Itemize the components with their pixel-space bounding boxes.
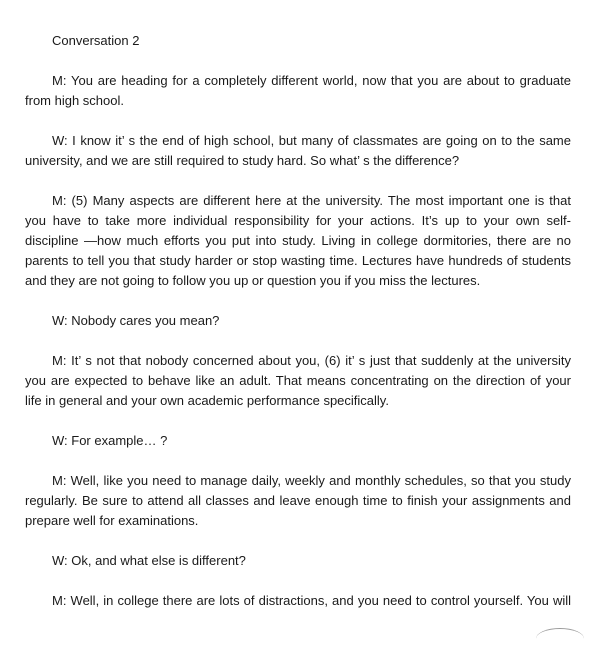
dialogue-paragraph-w-4: W: Ok, and what else is different? [52,553,246,568]
dialogue-paragraph-w-2: W: Nobody cares you mean? [52,313,220,328]
conversation-heading: Conversation 2 [52,33,140,48]
dialogue-paragraph-m-2: M: (5) Many aspects are different here at the university. The most important one is that you have to take more individual responsibility for your actions. It’s up to your own self-discipline —how much efforts you put into study. Living in college dormitories, there are no parents to tell you that study harder or stop wasting time. Lectures have hundreds of students and they are not going to follow you up or question you if you miss the lectures. [25,193,571,288]
dialogue-paragraph-m-4: M: Well, like you need to manage daily, weekly and monthly schedules, so that you study regularly. Be sure to attend all classes and leave enough time to finish your assignments and prepare well for examinations. [25,473,571,528]
page-corner-decoration [536,628,584,649]
dialogue-paragraph-m-1: M: You are heading for a completely different world, now that you are about to graduate from high school. [25,73,571,108]
dialogue-paragraph-m-5: M: Well, in college there are lots of distractions, and you need to control yourself. You will [52,593,571,608]
document-page [25,31,571,631]
dialogue-paragraph-w-1: W: I know it’ s the end of high school, but many of classmates are going on to the same university, and we are still required to study hard. So what’ s the difference? [25,133,571,168]
dialogue-paragraph-m-3: M: It’ s not that nobody concerned about you, (6) it’ s just that suddenly at the university you are expected to behave like an adult. That means concentrating on the direction of your life in general and your own academic performance specifically. [25,353,571,408]
dialogue-paragraph-w-3: W: For example… ? [52,433,168,448]
